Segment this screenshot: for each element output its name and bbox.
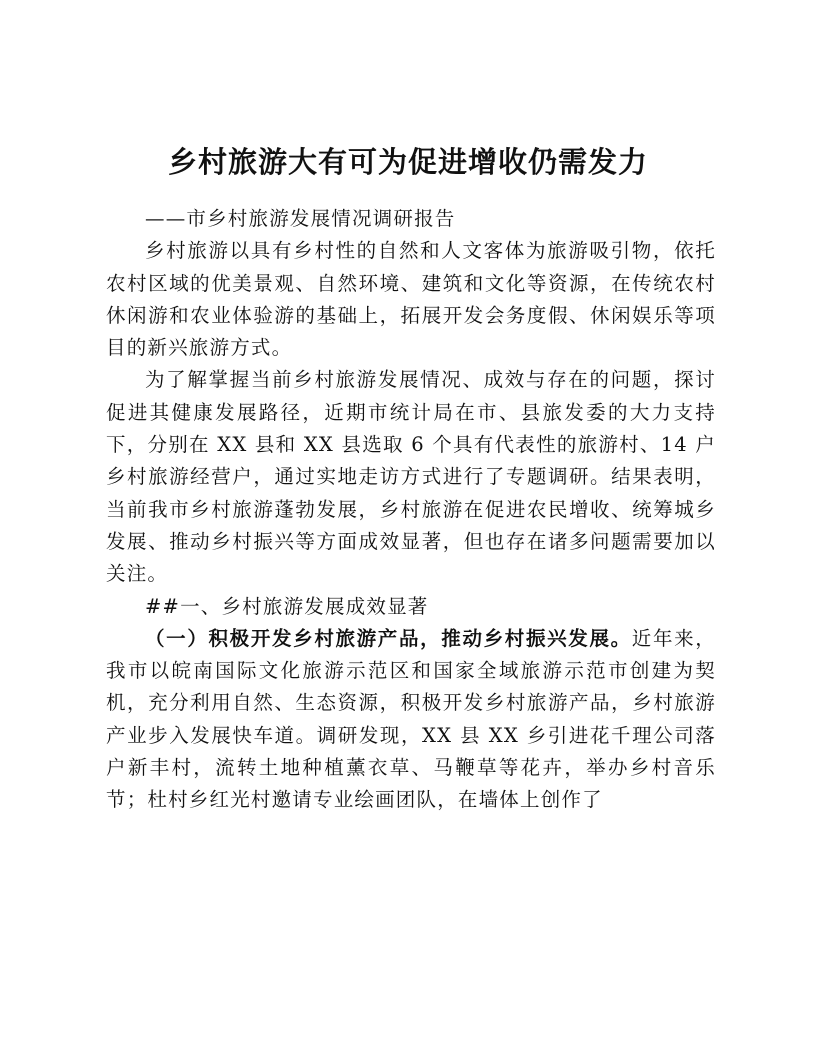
section-paragraph-lead: （一）积极开发乡村旅游产品，推动乡村振兴发展。 xyxy=(145,626,632,650)
section-paragraph xyxy=(106,623,716,817)
document-title: 乡村旅游大有可为促进增收仍需发力 xyxy=(167,145,648,179)
section-heading: ##一、乡村旅游发展成效显著 xyxy=(145,594,429,618)
intro-paragraph: 乡村旅游以具有乡村性的自然和人文客体为旅游吸引物，依托农村区域的优美景观、自然环境、建筑和文化等资源，在传统农村休闲游和农业体验游的基础上，拓展开发会务度假、休闲娱乐等项目的新兴旅游方式。 xyxy=(106,239,716,360)
survey-paragraph: 为了解掌握当前乡村旅游发展情况、成效与存在的问题，探讨促进其健康发展路径，近期市统计局在市、县旅发委的大力支持下，分别在 XX 县和 XX 县选取 6 个具有代表性的旅游村、14 户乡村旅游经营户，通过实地走访方式进行了专题调研。结果表明，当前我市乡村旅游蓬勃发展，乡村旅游在促进农民增收、统筹城乡发展、推动乡村振兴等方面成效显著，但也存在诸多问题需要加以关注。 xyxy=(106,368,716,586)
document-subtitle: ——市乡村旅游发展情况调研报告 xyxy=(145,207,456,230)
section-paragraph-text: 近年来，我市以皖南国际文化旅游示范区和国家全域旅游示范市创建为契机，充分利用自然、生态资源，积极开发乡村旅游产品，乡村旅游产业步入发展快车道。调研发现，XX 县 XX 乡引进花千理公司落户新丰村，流转土地种植薰衣草、马鞭草等花卉，举办乡村音乐节；杜村乡红光村邀请专业绘画团队，在墙体上创作了 xyxy=(106,626,716,812)
document-body xyxy=(106,203,716,817)
